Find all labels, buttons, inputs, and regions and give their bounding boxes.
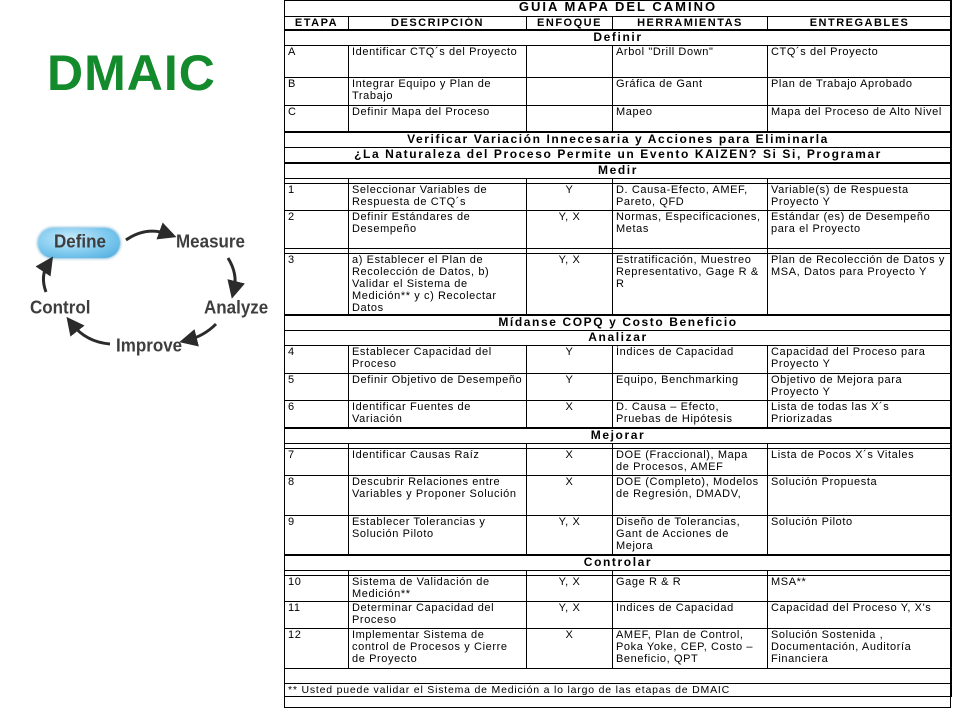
cell-enfoque: X xyxy=(527,475,613,515)
cell-etapa: 5 xyxy=(285,374,349,401)
table-row xyxy=(285,515,952,555)
footnote: ** Usted puede validar el Sistema de Medición a lo largo de las etapas de DMAIC xyxy=(285,684,952,697)
cell-entregables: Objetivo de Mejora para Proyecto Y xyxy=(768,374,952,401)
header-enfoque: ENFOQUE xyxy=(527,17,613,31)
header-row xyxy=(285,17,952,31)
cell-herramientas: AMEF, Plan de Control, Poka Yoke, CEP, Costo – Beneficio, QPT xyxy=(613,629,768,669)
phase-row-mejorar xyxy=(285,428,952,444)
cell-entregables: MSA** xyxy=(768,576,952,602)
table-row xyxy=(285,210,952,248)
section-row-copq xyxy=(285,315,952,331)
cell-entregables: Lista de todas las X´s Priorizadas xyxy=(768,401,952,428)
cell-herramientas: Índices de Capacidad xyxy=(613,346,768,374)
cell-etapa: C xyxy=(285,106,349,132)
cell-etapa: 12 xyxy=(285,629,349,669)
section-kaizen: ¿La Naturaleza del Proceso Permite un Evento KAIZEN? Si Si, Programar xyxy=(285,147,952,163)
cell-etapa: 8 xyxy=(285,475,349,515)
cell-herramientas: Normas, Especificaciones, Metas xyxy=(613,210,768,248)
cell-etapa: 6 xyxy=(285,401,349,428)
arrow-control-to-define xyxy=(43,264,48,292)
section-copq: Mídanse COPQ y Costo Beneficio xyxy=(285,315,952,331)
table-title-row xyxy=(285,1,952,17)
section-row-kaizen xyxy=(285,147,952,163)
table-row xyxy=(285,374,952,401)
cell-etapa: B xyxy=(285,78,349,106)
cell-enfoque: Y, X xyxy=(527,576,613,602)
phase-row-medir xyxy=(285,163,952,179)
cell-entregables: Solución Propuesta xyxy=(768,475,952,515)
cell-entregables: Capacidad del Proceso para Proyecto Y xyxy=(768,346,952,374)
cell-descripcion: a) Establecer el Plan de Recolección de Datos, b) Validar el Sistema de Medición** y c) Recolectar Datos xyxy=(349,253,527,315)
header-etapa: ETAPA xyxy=(285,17,349,31)
cell-descripcion: Determinar Capacidad del Proceso xyxy=(349,602,527,629)
cell-herramientas: DOE (Completo), Modelos de Regresión, DMADV, xyxy=(613,475,768,515)
table-row xyxy=(285,401,952,428)
cell-etapa: 1 xyxy=(285,183,349,210)
cell-enfoque: Y, X xyxy=(527,515,613,555)
cell-entregables: Variable(s) de Respuesta Proyecto Y xyxy=(768,183,952,210)
dmaic-cycle-diagram xyxy=(28,212,269,362)
cell-entregables: Solución Piloto xyxy=(768,515,952,555)
blank-row xyxy=(285,669,952,684)
cell-enfoque: Y, X xyxy=(527,253,613,315)
cell-enfoque: Y xyxy=(527,183,613,210)
phase-row-controlar xyxy=(285,555,952,571)
cell-etapa: A xyxy=(285,46,349,78)
phase-controlar: Controlar xyxy=(285,555,952,571)
cell-enfoque: X xyxy=(527,629,613,669)
cell-enfoque: X xyxy=(527,448,613,475)
cell-herramientas: DOE (Fraccional), Mapa de Procesos, AMEF xyxy=(613,448,768,475)
cell-enfoque xyxy=(527,46,613,78)
cycle-label-measure: Measure xyxy=(176,231,245,252)
cycle-label-analyze: Analyze xyxy=(204,297,269,318)
cell-herramientas: D. Causa-Efecto, AMEF, Pareto, QFD xyxy=(613,183,768,210)
cell-etapa: 2 xyxy=(285,210,349,248)
cell-etapa: 9 xyxy=(285,515,349,555)
cell-descripcion: Sistema de Validación de Medición** xyxy=(349,576,527,602)
cycle-label-define: Define xyxy=(54,231,106,252)
arrow-define-to-measure xyxy=(126,231,168,240)
section-verificar: Verificar Variación Innecesaria y Acciones para Eliminarla xyxy=(285,132,952,148)
cell-descripcion: Establecer Capacidad del Proceso xyxy=(349,346,527,374)
cell-enfoque: Y, X xyxy=(527,210,613,248)
table-row xyxy=(285,448,952,475)
cell-herramientas: D. Causa – Efecto, Pruebas de Hipótesis xyxy=(613,401,768,428)
slide-title: DMAIC xyxy=(47,45,216,101)
cell-herramientas: Gráfica de Gant xyxy=(613,78,768,106)
cell-herramientas: Equipo, Benchmarking xyxy=(613,374,768,401)
cell-descripcion: Definir Estándares de Desempeño xyxy=(349,210,527,248)
cell-enfoque: Y xyxy=(527,346,613,374)
table-row xyxy=(285,183,952,210)
cell-descripcion: Identificar Causas Raíz xyxy=(349,448,527,475)
cell-entregables: Capacidad del Proceso Y, X's xyxy=(768,602,952,629)
phase-mejorar: Mejorar xyxy=(285,428,952,444)
cell-herramientas: Indices de Capacidad xyxy=(613,602,768,629)
header-entregables: ENTREGABLES xyxy=(768,17,952,31)
cycle-arrows xyxy=(28,212,263,362)
cell-descripcion: Implementar Sistema de control de Procesos y Cierre de Proyecto xyxy=(349,629,527,669)
cell-entregables: CTQ´s del Proyecto xyxy=(768,46,952,78)
phase-definir: Definir xyxy=(285,30,952,46)
cell-herramientas: Estratificación, Muestreo Representativo, Gage R & R xyxy=(613,253,768,315)
cell-enfoque: Y xyxy=(527,374,613,401)
table-row xyxy=(285,602,952,629)
table-title: GUIA MAPA DEL CAMINO xyxy=(285,1,952,17)
phase-analizar: Analizar xyxy=(285,331,952,346)
header-herramientas: HERRAMIENTAS xyxy=(613,17,768,31)
section-row-verificar xyxy=(285,132,952,148)
cell-entregables: Plan de Trabajo Aprobado xyxy=(768,78,952,106)
cell-entregables: Solución Sostenida , Documentación, Auditoría Financiera xyxy=(768,629,952,669)
cell-etapa: 7 xyxy=(285,448,349,475)
blank-cell xyxy=(285,669,952,684)
table-row xyxy=(285,629,952,669)
arrow-improve-to-control xyxy=(72,324,110,344)
table-row xyxy=(285,46,952,78)
cell-entregables: Estándar (es) de Desempeño para el Proyecto xyxy=(768,210,952,248)
table-row xyxy=(285,346,952,374)
cell-descripcion: Definir Objetivo de Desempeño xyxy=(349,374,527,401)
cell-descripcion: Descubrir Relaciones entre Variables y Proponer Solución xyxy=(349,475,527,515)
cell-enfoque xyxy=(527,106,613,132)
cell-descripcion: Definir Mapa del Proceso xyxy=(349,106,527,132)
cell-herramientas: Diseño de Tolerancias, Gant de Acciones de Mejora xyxy=(613,515,768,555)
cell-descripcion: Integrar Equipo y Plan de Trabajo xyxy=(349,78,527,106)
arrow-measure-to-analyze xyxy=(228,258,235,290)
table-row xyxy=(285,106,952,132)
cell-descripcion: Seleccionar Variables de Respuesta de CTQ´s xyxy=(349,183,527,210)
table-row xyxy=(285,475,952,515)
cell-descripcion: Establecer Tolerancias y Solución Piloto xyxy=(349,515,527,555)
cell-etapa: 4 xyxy=(285,346,349,374)
cell-entregables: Lista de Pocos X´s Vitales xyxy=(768,448,952,475)
cell-etapa: 3 xyxy=(285,253,349,315)
cell-entregables: Mapa del Proceso de Alto Nivel xyxy=(768,106,952,132)
arrow-analyze-to-improve xyxy=(188,324,216,340)
table-row xyxy=(285,576,952,602)
roadmap-table xyxy=(284,0,952,697)
phase-row-analizar xyxy=(285,331,952,346)
cell-enfoque: X xyxy=(527,401,613,428)
cell-herramientas: Gage R & R xyxy=(613,576,768,602)
table-row xyxy=(285,78,952,106)
cell-entregables: Plan de Recolección de Datos y MSA, Datos para Proyecto Y xyxy=(768,253,952,315)
cell-enfoque: Y, X xyxy=(527,602,613,629)
footnote-row xyxy=(285,684,952,697)
header-descripcion: DESCRIPCIÓN xyxy=(349,17,527,31)
cell-etapa: 11 xyxy=(285,602,349,629)
table-row xyxy=(285,253,952,315)
phase-medir: Medir xyxy=(285,163,952,179)
cell-enfoque xyxy=(527,78,613,106)
cell-descripcion: Identificar CTQ´s del Proyecto xyxy=(349,46,527,78)
cell-herramientas: Arbol "Drill Down" xyxy=(613,46,768,78)
cycle-label-control: Control xyxy=(30,297,91,318)
cell-herramientas: Mapeo xyxy=(613,106,768,132)
cycle-label-improve: Improve xyxy=(116,335,183,356)
cell-etapa: 10 xyxy=(285,576,349,602)
cell-descripcion: Identificar Fuentes de Variación xyxy=(349,401,527,428)
phase-row-definir xyxy=(285,30,952,46)
